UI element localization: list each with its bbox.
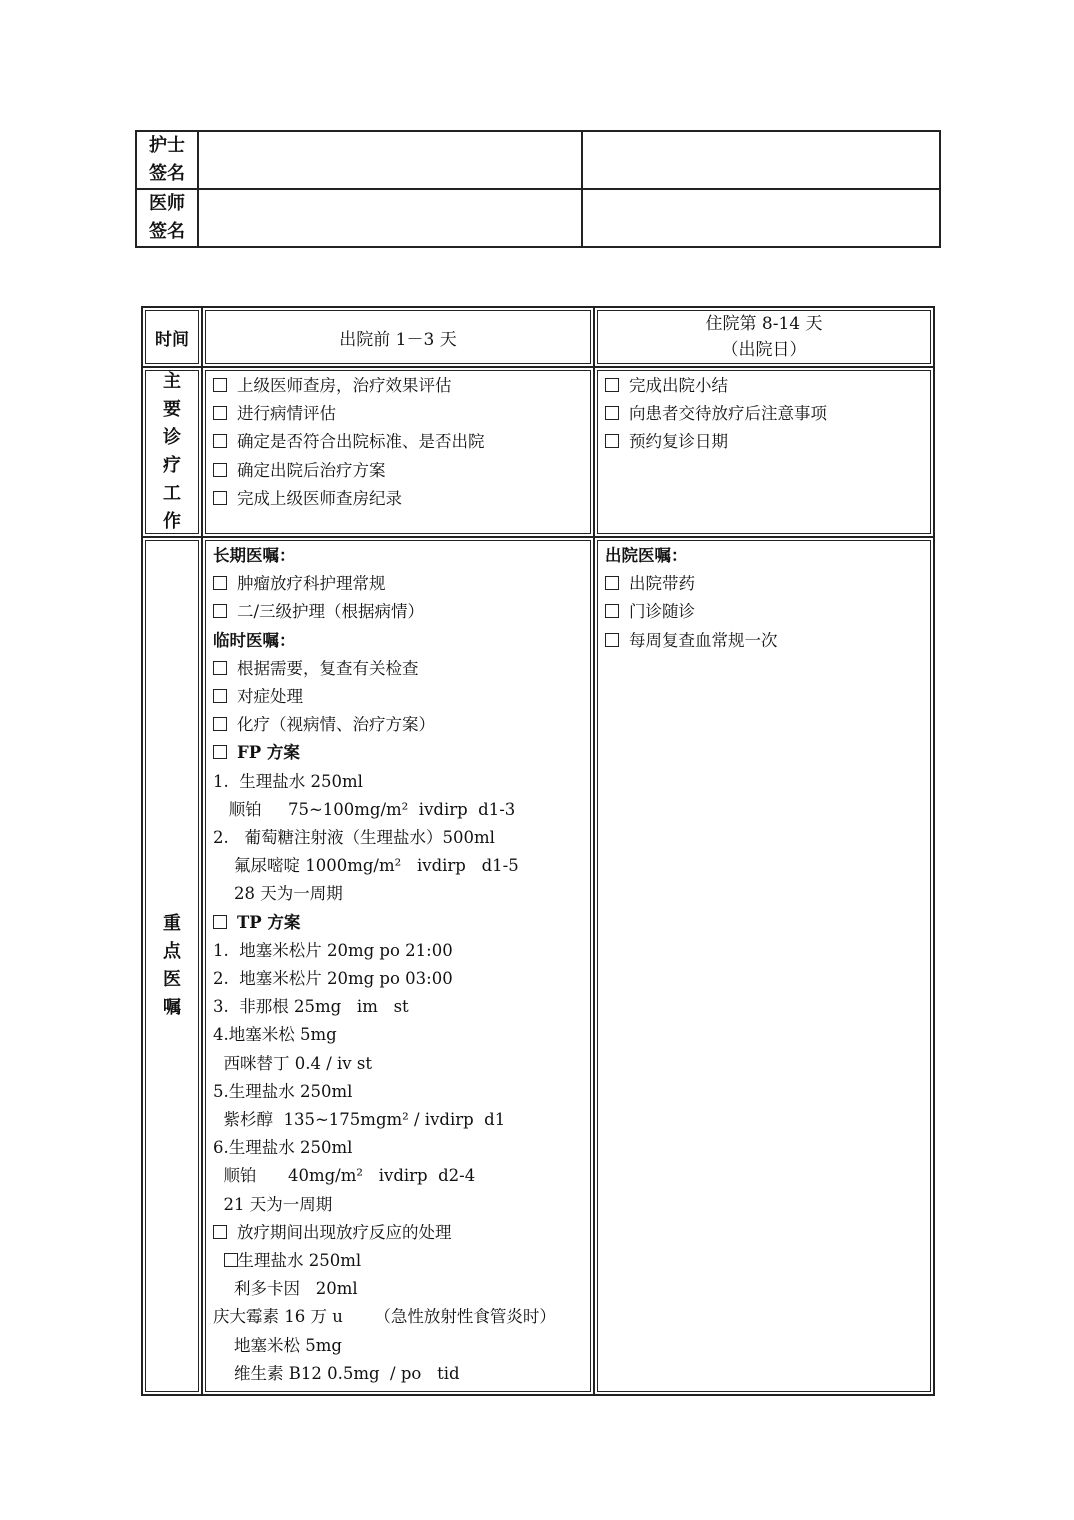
checkbox-icon[interactable] bbox=[213, 463, 227, 477]
time-header bbox=[142, 307, 202, 367]
list-item-text: 肿瘤放疗科护理常规 bbox=[237, 574, 386, 594]
list-item-text: 进行病情评估 bbox=[237, 404, 336, 424]
list-item bbox=[213, 542, 585, 570]
list-item bbox=[213, 1303, 585, 1331]
list-item-text: 1. 地塞米松片 20mg po 21:00 bbox=[213, 940, 453, 960]
doctor-label-line1: 医师 bbox=[149, 193, 185, 214]
main-work-row bbox=[142, 367, 934, 537]
orders-col1 bbox=[202, 537, 594, 1395]
list-item bbox=[213, 796, 585, 824]
checkbox-icon[interactable] bbox=[605, 434, 619, 448]
list-item bbox=[213, 711, 585, 739]
nurse-label-line1: 护士 bbox=[149, 135, 185, 156]
main-work-col1 bbox=[202, 367, 594, 537]
side-label-char: 点 bbox=[163, 941, 181, 963]
orders-col2 bbox=[594, 537, 934, 1395]
nurse-signature-cell-1[interactable] bbox=[198, 131, 582, 189]
list-item-text: 向患者交待放疗后注意事项 bbox=[629, 404, 827, 424]
list-item bbox=[213, 1050, 585, 1078]
list-item bbox=[213, 768, 585, 796]
list-item bbox=[213, 1247, 585, 1275]
list-item-text: 每周复查血常规一次 bbox=[629, 630, 778, 650]
col1-header bbox=[202, 307, 594, 367]
list-item-text: 出院医嘱： bbox=[605, 546, 688, 565]
doctor-label-line2: 签名 bbox=[149, 221, 185, 242]
list-item-text: 21 天为一周期 bbox=[213, 1194, 333, 1214]
list-item-text: 放疗期间出现放疗反应的处理 bbox=[237, 1222, 452, 1242]
list-item bbox=[605, 627, 925, 655]
list-item bbox=[213, 824, 585, 852]
checkbox-icon[interactable] bbox=[605, 604, 619, 618]
list-item-text: 出院带药 bbox=[629, 574, 695, 594]
list-item bbox=[605, 372, 925, 400]
list-item-text: 地塞米松 5mg bbox=[213, 1335, 342, 1355]
list-item-text: 28 天为一周期 bbox=[213, 884, 343, 904]
list-item-text: 氟尿嘧啶 1000mg/m² ivdirp d1-5 bbox=[213, 856, 519, 876]
list-item bbox=[213, 1191, 585, 1219]
list-item-text: 上级医师查房，治疗效果评估 bbox=[237, 376, 452, 395]
checkbox-icon[interactable] bbox=[213, 1225, 227, 1239]
orders-row bbox=[142, 537, 934, 1395]
nurse-label-line2: 签名 bbox=[149, 163, 185, 184]
side-label-char: 主 bbox=[163, 371, 181, 392]
col1-title: 出院前 1－3 天 bbox=[339, 329, 457, 350]
header-row bbox=[142, 307, 934, 367]
list-item-text: 顺铂 40mg/m² ivdirp d2-4 bbox=[213, 1166, 476, 1186]
checkbox-icon[interactable] bbox=[224, 1253, 238, 1267]
list-item bbox=[213, 1134, 585, 1162]
checkbox-icon[interactable] bbox=[213, 717, 227, 731]
nurse-signature-label bbox=[136, 131, 198, 189]
side-label-char: 疗 bbox=[163, 455, 181, 476]
list-item-text: 确定出院后治疗方案 bbox=[237, 460, 386, 480]
list-item-text: 完成上级医师查房纪录 bbox=[237, 488, 402, 508]
main-work-col2 bbox=[594, 367, 934, 537]
list-item-text: 确定是否符合出院标准、是否出院 bbox=[237, 432, 485, 452]
col2-header bbox=[594, 307, 934, 367]
list-item-text: 利多卡因 20ml bbox=[213, 1279, 358, 1299]
list-item bbox=[213, 683, 585, 711]
list-item bbox=[213, 852, 585, 880]
main-work-label bbox=[142, 367, 202, 537]
list-item-text: 预约复诊日期 bbox=[629, 432, 728, 452]
checkbox-icon[interactable] bbox=[213, 689, 227, 703]
list-item bbox=[605, 542, 925, 570]
list-item-text: 庆大霉素 16 万 u （急性放射性食管炎时） bbox=[213, 1307, 556, 1327]
col2-title-line2: （出院日） bbox=[721, 340, 807, 360]
checkbox-icon[interactable] bbox=[213, 491, 227, 505]
checkbox-icon[interactable] bbox=[213, 745, 227, 759]
list-item bbox=[213, 485, 585, 513]
side-label-char: 要 bbox=[163, 399, 181, 420]
list-item bbox=[213, 993, 585, 1021]
list-item-text: 门诊随诊 bbox=[629, 602, 695, 622]
list-item-text: 完成出院小结 bbox=[629, 376, 728, 395]
list-item-text: 维生素 B12 0.5mg / po tid bbox=[213, 1363, 460, 1383]
list-item bbox=[213, 909, 585, 937]
list-item-text: 4.地塞米松 5mg bbox=[213, 1025, 337, 1045]
doctor-signature-row bbox=[136, 189, 940, 247]
side-label-char: 工 bbox=[163, 483, 181, 504]
col2-title-line1: 住院第 8-14 天 bbox=[705, 314, 823, 334]
side-label-char: 医 bbox=[163, 969, 181, 991]
list-item bbox=[213, 739, 585, 767]
list-item bbox=[213, 570, 585, 598]
list-item-text: 顺铂 75~100mg/m² ivdirp d1-3 bbox=[213, 799, 516, 819]
list-item-text: 6.生理盐水 250ml bbox=[213, 1138, 353, 1158]
list-item bbox=[213, 1078, 585, 1106]
nurse-signature-cell-2[interactable] bbox=[582, 131, 940, 189]
checkbox-icon[interactable] bbox=[605, 633, 619, 647]
list-item bbox=[213, 1106, 585, 1134]
list-item-text: 临时医嘱： bbox=[213, 630, 296, 650]
list-item bbox=[213, 1219, 585, 1247]
list-item bbox=[213, 400, 585, 428]
list-item bbox=[213, 457, 585, 485]
checkbox-icon[interactable] bbox=[605, 406, 619, 420]
checkbox-icon[interactable] bbox=[213, 604, 227, 618]
list-item-text: 长期医嘱： bbox=[213, 546, 296, 565]
list-item bbox=[213, 428, 585, 456]
side-label-char: 嘱 bbox=[163, 997, 181, 1019]
list-item-text: 西咪替丁 0.4 / iv st bbox=[213, 1053, 372, 1073]
signature-table bbox=[135, 130, 941, 248]
list-item bbox=[213, 1162, 585, 1190]
list-item-text: 2. 地塞米松片 20mg po 03:00 bbox=[213, 969, 453, 989]
doctor-signature-cell-2[interactable] bbox=[582, 189, 940, 247]
list-item bbox=[605, 428, 925, 456]
list-item-text: 生理盐水 250ml bbox=[237, 1251, 362, 1271]
list-item bbox=[213, 1332, 585, 1360]
checkbox-icon[interactable] bbox=[213, 378, 227, 392]
list-item-text: 紫杉醇 135~175mgm² / ivdirp d1 bbox=[213, 1110, 506, 1130]
side-label-char: 作 bbox=[163, 511, 181, 532]
side-label-char: 诊 bbox=[163, 427, 181, 448]
list-item bbox=[213, 598, 585, 626]
list-item-text: 1. 生理盐水 250ml bbox=[213, 771, 363, 791]
checkbox-icon[interactable] bbox=[213, 661, 227, 675]
checkbox-icon[interactable] bbox=[605, 576, 619, 590]
list-item-text: 对症处理 bbox=[237, 687, 303, 707]
list-item bbox=[213, 372, 585, 400]
nurse-signature-row bbox=[136, 131, 940, 189]
checkbox-icon[interactable] bbox=[213, 576, 227, 590]
list-item bbox=[213, 1275, 585, 1303]
time-label: 时间 bbox=[155, 329, 189, 350]
doctor-signature-label bbox=[136, 189, 198, 247]
list-item bbox=[213, 627, 585, 655]
list-item-text: TP 方案 bbox=[237, 912, 301, 932]
checkbox-icon[interactable] bbox=[213, 915, 227, 929]
clinical-pathway-table bbox=[141, 306, 935, 1396]
list-item bbox=[213, 1360, 585, 1388]
checkbox-icon[interactable] bbox=[213, 406, 227, 420]
list-item bbox=[605, 570, 925, 598]
list-item-text: 根据需要，复查有关检查 bbox=[237, 658, 419, 678]
checkbox-icon[interactable] bbox=[213, 434, 227, 448]
list-item-text: 3. 非那根 25mg im st bbox=[213, 997, 409, 1017]
side-label-char: 重 bbox=[163, 913, 181, 935]
list-item-text: 化疗（视病情、治疗方案） bbox=[237, 715, 435, 735]
list-item bbox=[213, 880, 585, 908]
list-item bbox=[605, 400, 925, 428]
list-item-text: 二/三级护理（根据病情） bbox=[237, 602, 425, 622]
checkbox-icon[interactable] bbox=[605, 378, 619, 392]
list-item bbox=[213, 965, 585, 993]
list-item bbox=[213, 1021, 585, 1049]
doctor-signature-cell-1[interactable] bbox=[198, 189, 582, 247]
list-item bbox=[213, 937, 585, 965]
list-item bbox=[605, 598, 925, 626]
list-item bbox=[213, 655, 585, 683]
list-item-text: 5.生理盐水 250ml bbox=[213, 1081, 353, 1101]
list-item-text: FP 方案 bbox=[237, 743, 300, 763]
list-item-text: 2. 葡萄糖注射液（生理盐水）500ml bbox=[213, 828, 495, 848]
orders-label bbox=[142, 537, 202, 1395]
